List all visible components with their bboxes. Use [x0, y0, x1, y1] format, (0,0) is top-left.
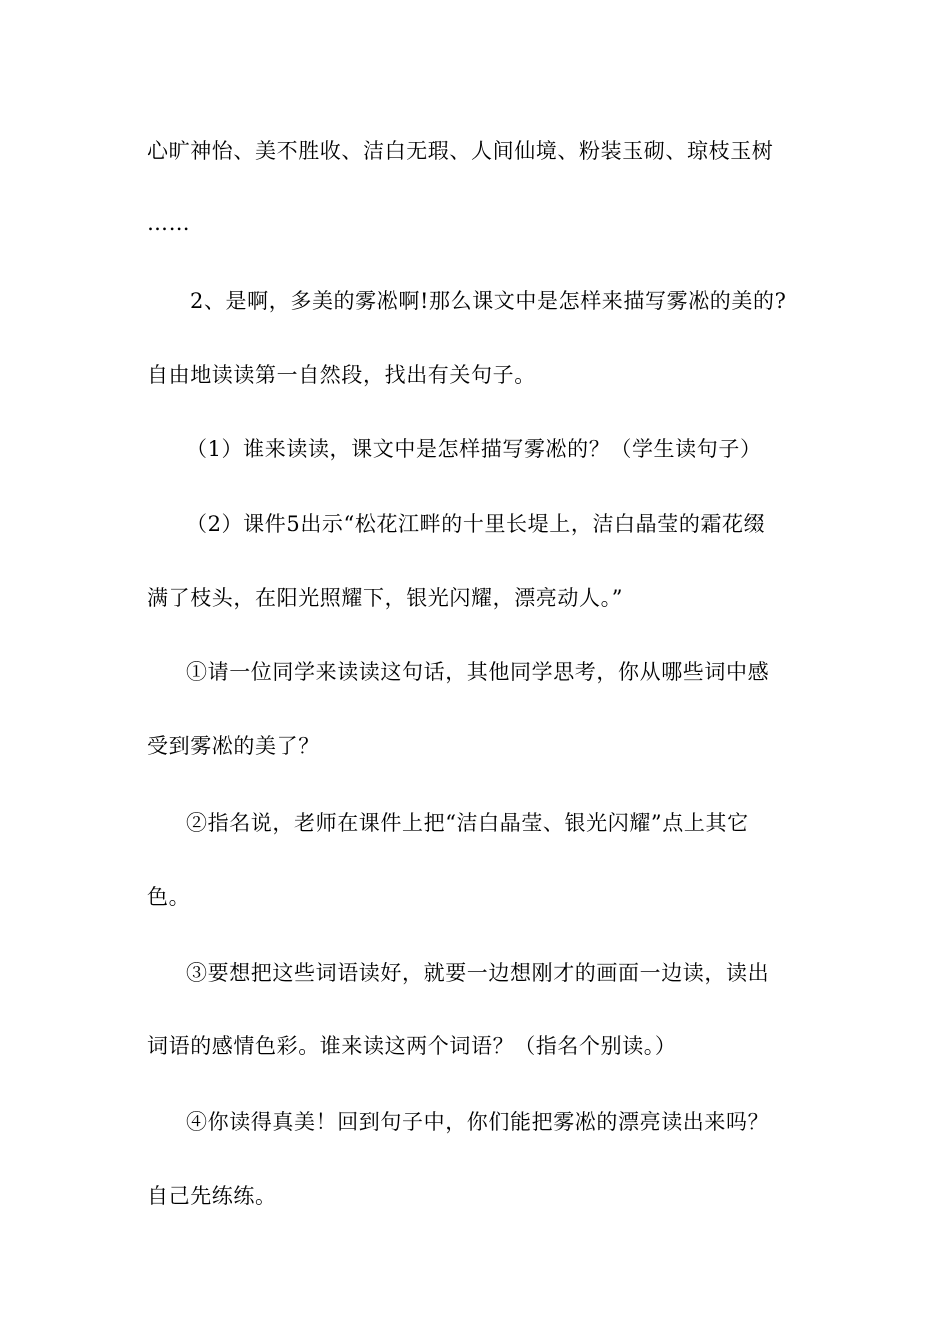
text-line: （2）课件5出示“松花江畔的十里长堤上，洁白晶莹的霜花缀 [186, 512, 766, 536]
text-line: 满了枝头，在阳光照耀下，银光闪耀，漂亮动人。” [147, 586, 624, 610]
text-line: 词语的感情色彩。谁来读这两个词语？（指名个别读。） [147, 1034, 677, 1058]
text-line: 自己先练练。 [147, 1184, 277, 1208]
text-line: …… [147, 211, 191, 235]
text-line: ④你读得真美！回到句子中，你们能把雾凇的漂亮读出来吗？ [186, 1110, 770, 1134]
text-line: ②指名说，老师在课件上把“洁白晶莹、银光闪耀”点上其它 [186, 811, 749, 835]
text-line: 受到雾凇的美了？ [147, 734, 320, 758]
text-line: 2、是啊，多美的雾凇啊!那么课文中是怎样来描写雾凇的美的? [190, 289, 787, 313]
text-line: ①请一位同学来读读这句话，其他同学思考，你从哪些词中感 [186, 660, 770, 684]
text-line: 自由地读读第一自然段，找出有关句子。 [147, 363, 536, 387]
text-line: 色。 [147, 885, 191, 909]
text-line: （1）谁来读读，课文中是怎样描写雾凇的？（学生读句子） [186, 437, 762, 461]
text-line: ③要想把这些词语读好，就要一边想刚才的画面一边读，读出 [186, 961, 770, 985]
text-line: 心旷神怡、美不胜收、洁白无瑕、人间仙境、粉装玉砌、琼枝玉树 [147, 139, 774, 163]
